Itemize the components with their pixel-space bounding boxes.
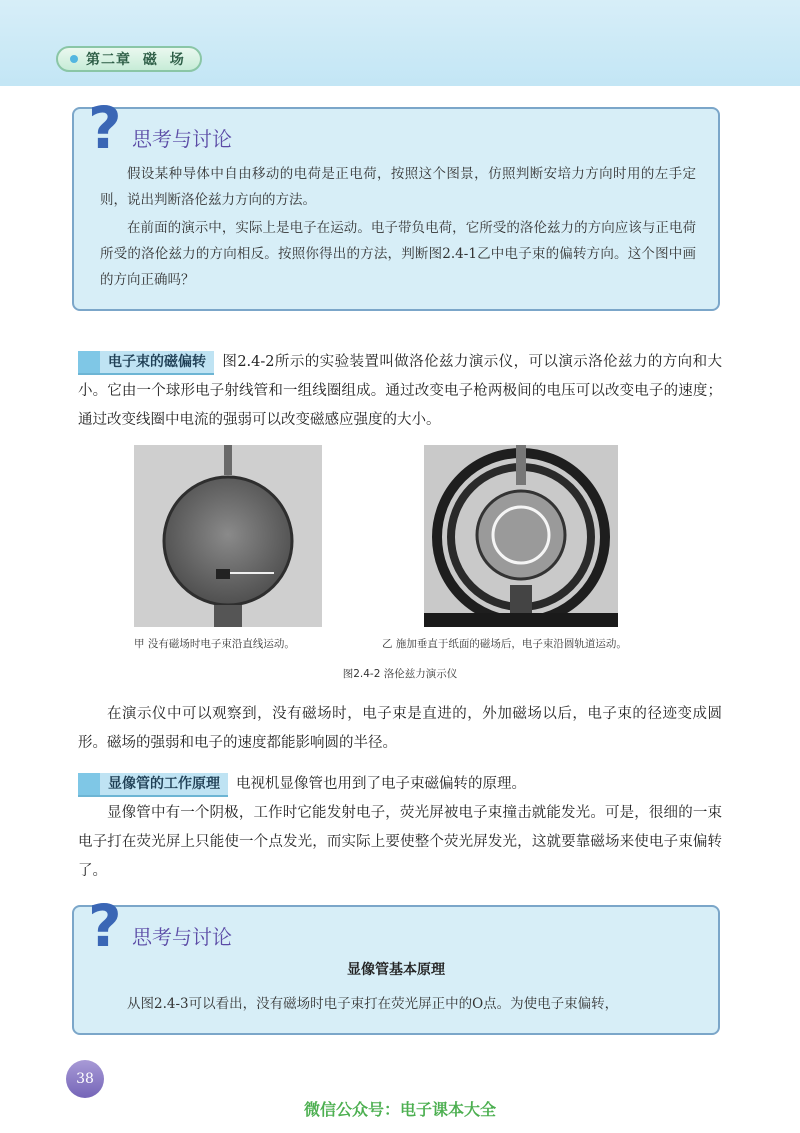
- bullet-dot-icon: [70, 55, 78, 63]
- chapter-tab: [56, 46, 202, 72]
- section-observation: [78, 700, 722, 758]
- chapter-title: 第二章 磁 场: [86, 52, 185, 68]
- header-band: [0, 0, 800, 86]
- question-mark-icon: ?: [88, 892, 122, 960]
- think-discuss-box-1: [72, 94, 720, 311]
- footer-watermark: 微信公众号：电子课本大全: [303, 1100, 496, 1119]
- box-title: 思考与讨论: [132, 925, 232, 949]
- question-mark-icon: ?: [88, 94, 122, 162]
- section-label: 电子束的磁偏转: [78, 351, 214, 375]
- box-paragraph: 从图2.4-3可以看出，没有磁场时电子束打在荧光屏正中的O点。为使电子束偏转，: [127, 996, 619, 1012]
- section-text: 图2.4-2所示的实验装置叫做洛伦兹力演示仪，可以演示洛伦兹力的方向和大小。它由一个球形电子射线管和一组线圈组成。通过改变电子枪两极间的电压可以改变电子的速度；通过改变线圈中电流的强弱可以改变磁感应强度的大小。: [78, 354, 722, 428]
- section-lead: 电视机显像管也用到了电子束磁偏转的原理。: [236, 776, 526, 792]
- box-title: 思考与讨论: [132, 127, 232, 151]
- think-discuss-box-2: [72, 892, 720, 1035]
- figure-photo-right: [424, 445, 618, 627]
- figure-caption: 图2.4-2 洛伦兹力演示仪: [342, 668, 458, 680]
- section-electron-deflection: [78, 348, 722, 435]
- section-text: 在演示仪中可以观察到，没有磁场时，电子束是直进的，外加磁场以后，电子束的径迹变成圆形。磁场的强弱和电子的速度都能影响圆的半径。: [78, 706, 722, 751]
- figure-caption-left: 甲 没有磁场时电子束沿直线运动。: [134, 638, 295, 650]
- section-text: 显像管中有一个阴极，工作时它能发射电子，荧光屏被电子束撞击就能发光。可是，很细的一束电子打在荧光屏上只能使一个点发光，而实际上要使整个荧光屏发光，这就要靠磁场来使电子束偏转了。: [78, 805, 722, 879]
- page-number: 38: [66, 1060, 104, 1098]
- figure-photo-left: [134, 445, 322, 627]
- box-paragraph: 假设某种导体中自由移动的电荷是正电荷，按照这个图景，仿照判断安培力方向时用的左手定则，说出判断洛伦兹力方向的方法。: [100, 166, 696, 208]
- section-label: 显像管的工作原理: [78, 773, 228, 797]
- section-picture-tube: [78, 770, 722, 886]
- box-subtitle: 显像管基本原理: [347, 962, 445, 978]
- box-paragraph: 在前面的演示中，实际上是电子在运动。电子带负电荷，它所受的洛伦兹力的方向应该与正电荷所受的洛伦兹力的方向相反。按照你得出的方法，判断图2.4-1乙中电子束的偏转方向。这个图中画的方向正确吗？: [100, 220, 696, 288]
- figure-caption-right: 乙 施加垂直于纸面的磁场后，电子束沿圆轨道运动。: [382, 638, 627, 650]
